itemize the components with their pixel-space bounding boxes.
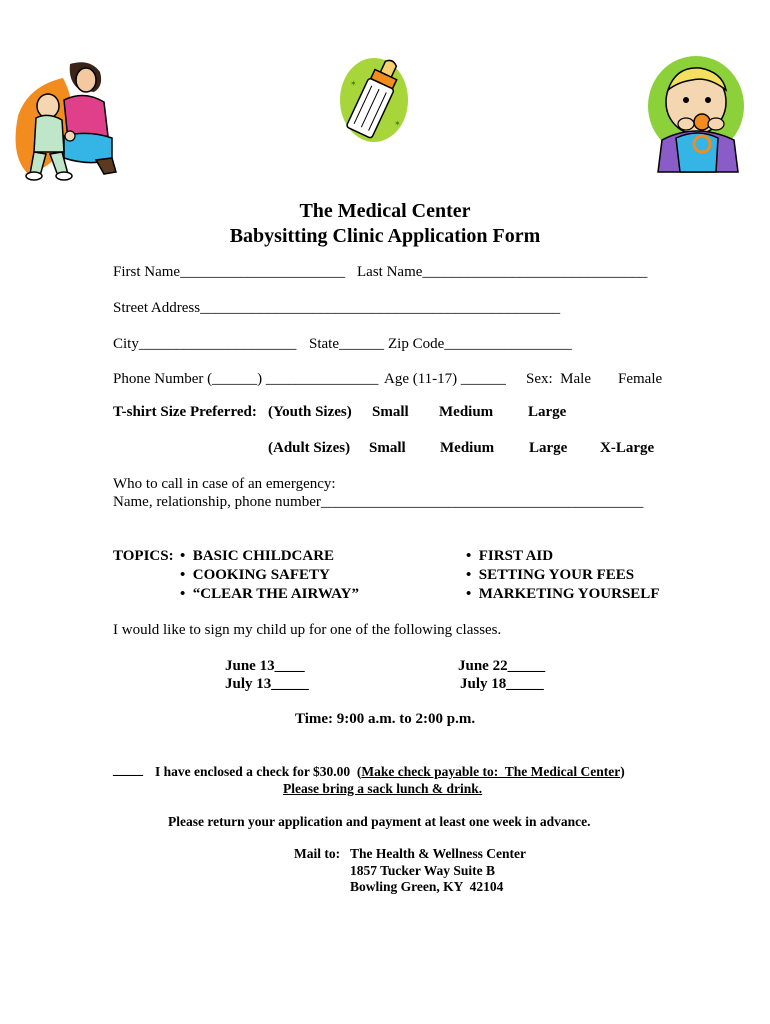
classes-intro: I would like to sign my child up for one of the following classes. — [113, 622, 502, 638]
bullet-icon: • — [180, 567, 193, 583]
youth-size-small[interactable]: Small — [372, 404, 409, 420]
adult-size-xlarge[interactable]: X-Large — [600, 440, 655, 456]
last-name-field[interactable]: Last Name______________________________ — [357, 264, 648, 280]
topic-text: MARKETING YOURSELF — [478, 586, 660, 602]
bullet-icon: • — [466, 586, 479, 602]
toddler-with-pacifier-clipart — [646, 56, 746, 176]
topic-text: FIRST AID — [478, 548, 554, 564]
sex-female-option[interactable]: Female — [618, 371, 663, 387]
topic-item — [466, 567, 634, 584]
youth-sizes-label: (Youth Sizes) — [268, 404, 352, 420]
sack-lunch-note: Please bring a sack lunch & drink. — [283, 781, 483, 796]
city-field[interactable]: City_____________________ — [113, 336, 297, 352]
check-text-close: ) — [620, 764, 625, 779]
class-july-13[interactable]: July 13_____ — [225, 676, 309, 692]
payable-to-text: Make check payable to: The Medical Center — [361, 764, 621, 779]
bullet-icon: • — [180, 586, 193, 602]
mail-to-label: Mail to: — [294, 846, 341, 861]
bullet-icon: • — [466, 548, 479, 564]
zip-code-field[interactable]: Zip Code_________________ — [388, 336, 572, 352]
return-instructions: Please return your application and payment at least one week in advance. — [168, 814, 591, 829]
bullet-icon: • — [180, 548, 193, 564]
check-enclosed-statement — [155, 764, 625, 780]
mail-address-line3: Bowling Green, KY 42104 — [350, 879, 504, 894]
form-subtitle: Babysitting Clinic Application Form — [229, 225, 541, 247]
tshirt-label: T-shirt Size Preferred: — [113, 404, 257, 420]
phone-number-field[interactable]: Phone Number (______) _______________ — [113, 371, 379, 387]
topic-text: SETTING YOUR FEES — [478, 567, 635, 583]
bullet-icon: • — [466, 567, 479, 583]
topic-text: COOKING SAFETY — [192, 567, 330, 583]
class-july-18[interactable]: July 18_____ — [460, 676, 544, 692]
check-text: I have enclosed a check for $30.00 ( — [155, 764, 362, 779]
check-enclosed-blank[interactable]: ____ — [113, 762, 143, 778]
topic-text: “CLEAR THE AIRWAY” — [192, 586, 359, 602]
page-title: The Medical Center — [299, 200, 471, 222]
first-name-field[interactable]: First Name______________________ — [113, 264, 346, 280]
topic-item — [180, 567, 330, 584]
svg-text:✶: ✶ — [350, 79, 357, 88]
state-field[interactable]: State______ — [309, 336, 384, 352]
class-june-13[interactable]: June 13____ — [225, 658, 305, 674]
youth-size-large[interactable]: Large — [528, 404, 567, 420]
topic-item — [466, 548, 553, 565]
adult-size-large[interactable]: Large — [529, 440, 568, 456]
baby-bottle-clipart — [336, 56, 412, 146]
adult-size-small[interactable]: Small — [369, 440, 406, 456]
youth-size-medium[interactable]: Medium — [439, 404, 494, 420]
adult-size-medium[interactable]: Medium — [440, 440, 495, 456]
topics-label: TOPICS: — [113, 548, 174, 564]
class-time: Time: 9:00 a.m. to 2:00 p.m. — [295, 711, 476, 727]
mail-address-line2: 1857 Tucker Way Suite B — [350, 863, 496, 878]
age-field[interactable]: Age (11-17) ______ — [384, 371, 506, 387]
topic-item — [180, 548, 334, 565]
emergency-label: Who to call in case of an emergency: — [113, 476, 336, 492]
mother-and-baby-clipart — [8, 56, 120, 184]
sex-male-option[interactable]: Sex: Male — [526, 371, 591, 387]
emergency-contact-field[interactable]: Name, relationship, phone number___________________________________________ — [113, 494, 644, 510]
svg-text:✶: ✶ — [394, 119, 401, 128]
street-address-field[interactable]: Street Address________________________________________________ — [113, 300, 561, 316]
class-june-22[interactable]: June 22_____ — [458, 658, 546, 674]
adult-sizes-label: (Adult Sizes) — [268, 440, 351, 456]
topic-item — [466, 586, 659, 603]
topic-item — [180, 586, 359, 603]
topic-text: BASIC CHILDCARE — [192, 548, 335, 564]
mail-address-line1: The Health & Wellness Center — [350, 846, 526, 861]
